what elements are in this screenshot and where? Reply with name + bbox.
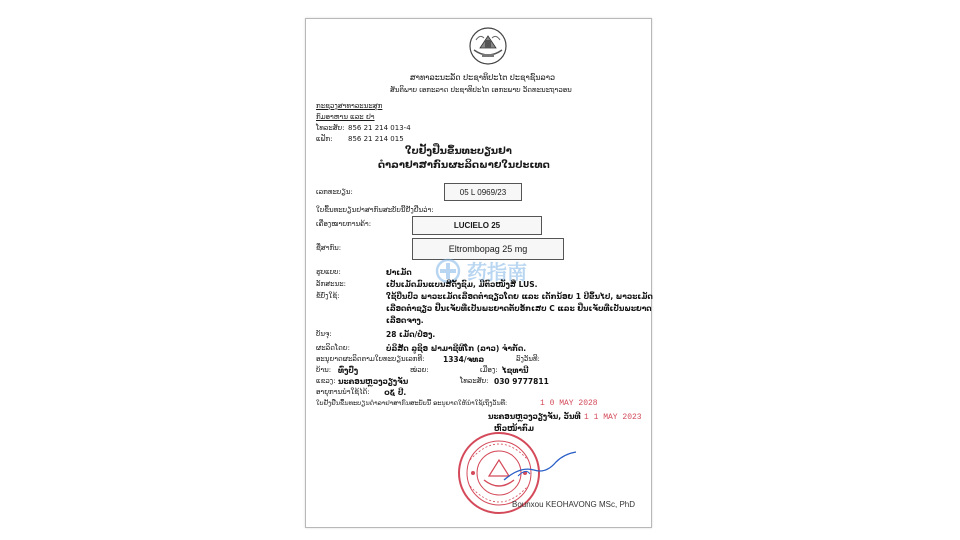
form-label: ຮູບແບບ: xyxy=(316,268,341,276)
form-value: ຢາເມັດ xyxy=(386,268,412,277)
issue-date: 1 1 MAY 2023 xyxy=(584,413,642,422)
tel-label: ໂທລະສັບ: xyxy=(460,377,489,385)
province-label: ແຂວງ: xyxy=(316,377,336,385)
trade-name-label: ເຄື່ອງໝາຍການຄ້າ: xyxy=(316,220,372,228)
phone-value: 856 21 214 013-4 xyxy=(348,124,411,132)
signer-name: Bounxou KEOHAVONG MSc, PhD xyxy=(512,500,636,509)
validity-label: ອາຍຸການນໍາໃຊ້ໄດ້: xyxy=(316,388,370,396)
certificate-intro: ໃບຂຶ້ນທະບຽນຢາສາກົນສະບັບນີ້ຢັ້ງຢືນວ່າ: xyxy=(316,206,434,214)
district-label: ເມືອງ: xyxy=(480,366,498,374)
registration-number-box: 05 L 0969/23 xyxy=(444,183,522,201)
department-name: ກົມອາຫານ ແລະ ຢາ xyxy=(316,113,375,121)
certificate-subtitle: ດໍາລາຢາສາກົນຜະລິດພາຍໃນປະເທດ xyxy=(378,160,550,171)
valid-until-date: 1 0 MAY 2028 xyxy=(540,399,598,408)
appearance-value: ເປັນເມັດມົນແບນສີດັ້ງຊົມ, ມີຕົວໜັງສື LUS. xyxy=(386,280,538,289)
district-value: ໄຊທານີ xyxy=(502,366,529,375)
indication-line-3: ເລືອດຈາງ. xyxy=(386,316,424,325)
pack-value: 28 ເມັດ/ປ໋ອງ. xyxy=(386,330,436,339)
village-value: ທົ່ງປົ່ງ xyxy=(338,366,359,375)
fax-value: 856 21 214 015 xyxy=(348,135,404,143)
indication-label: ຂໍ້ບົ່ງໃຊ້: xyxy=(316,292,340,300)
generic-name-label: ຊື່ສາກົນ: xyxy=(316,244,342,252)
tel-value: 030 9777811 xyxy=(494,377,549,386)
generic-name-box: Eltrombopag 25 mg xyxy=(412,238,564,260)
indication-line-2: ເລືອດຕໍ່າຊຽວ ຢືນເຈັບທີ່ເປັນພະຍາດຕັບອັກເສບ C ແລະ ຢືນເຈັບທີ່ເປັນພະຍາດ xyxy=(386,304,652,313)
license-date-label: ລົງວັນທີ: xyxy=(516,355,540,363)
certificate-title: ໃບຢັ້ງຢືນຂຶ້ນທະບຽນຢາ xyxy=(405,146,512,157)
indication-line-1: ໃຊ້ປິ່ນປົວ ພາວະເມັດເລືອດຕໍ່າຊຽວໂດຍ ແລະ ເດັກນ້ອຍ 1 ປີຂຶ້ນໄປ, ພາວະເມັດ xyxy=(386,292,653,301)
validity-value: ໐໕ ປີ. xyxy=(384,388,407,397)
province-value: ນະຄອນຫຼວງວຽງຈັນ xyxy=(338,377,409,386)
signer-title: ຫົວໜ້າກົມ xyxy=(494,424,535,433)
manufacturer-value: ບໍລິສັດ ລູຊິອ ຟາມາຊີທີໂກ (ລາວ) ຈໍາກັດ. xyxy=(386,344,527,353)
village-label: ບ້ານ: xyxy=(316,366,332,374)
unit-label: ໜ່ວຍ: xyxy=(410,366,429,374)
appearance-label: ລັກສະນະ: xyxy=(316,280,346,288)
place-date-prefix: ນະຄອນຫຼວງວຽງຈັນ, ວັນທີ xyxy=(488,412,581,421)
watermark-text: 药指南 xyxy=(467,260,527,284)
license-value: 1334/ຈທລ xyxy=(443,355,485,364)
manufacturer-label: ຜະລິດໂດຍ: xyxy=(316,344,350,352)
handwritten-signature xyxy=(500,446,580,486)
registration-number-label: ເລກທະບຽນ: xyxy=(316,188,353,196)
trade-name-box: LUCIELO 25 xyxy=(412,216,542,235)
country-name: ສາທາລະນະລັດ ປະຊາທິປະໄຕ ປະຊາຊົນລາວ xyxy=(410,73,556,82)
phone-label: ໂທລະສັບ: xyxy=(316,124,345,132)
national-motto: ສັນຕິພາບ ເອກະລາດ ປະຊາທິປະໄຕ ເອກະພາບ ວັດທະນະຖາວອນ xyxy=(390,86,572,94)
valid-until-text: ໃບຢັ້ງຢືນຂຶ້ນທະບຽນດໍາລາຢາສາກົນສະບັບນີ້ ອະນຸຍາດໃຫ້ນໍາໃຊ້ເຖິງວັນທີ: xyxy=(316,399,508,407)
ministry-name: ກະຊວງສາທາລະນະສຸກ xyxy=(316,102,383,110)
fax-label: ແຟັກ: xyxy=(316,135,333,143)
license-label: ອະນຸຍາດຜະລິດຕາມໃບທະບຽນເລກທີ: xyxy=(316,355,425,363)
pack-label: ບັນຈຸ: xyxy=(316,330,332,338)
lao-emblem-icon xyxy=(468,26,508,66)
